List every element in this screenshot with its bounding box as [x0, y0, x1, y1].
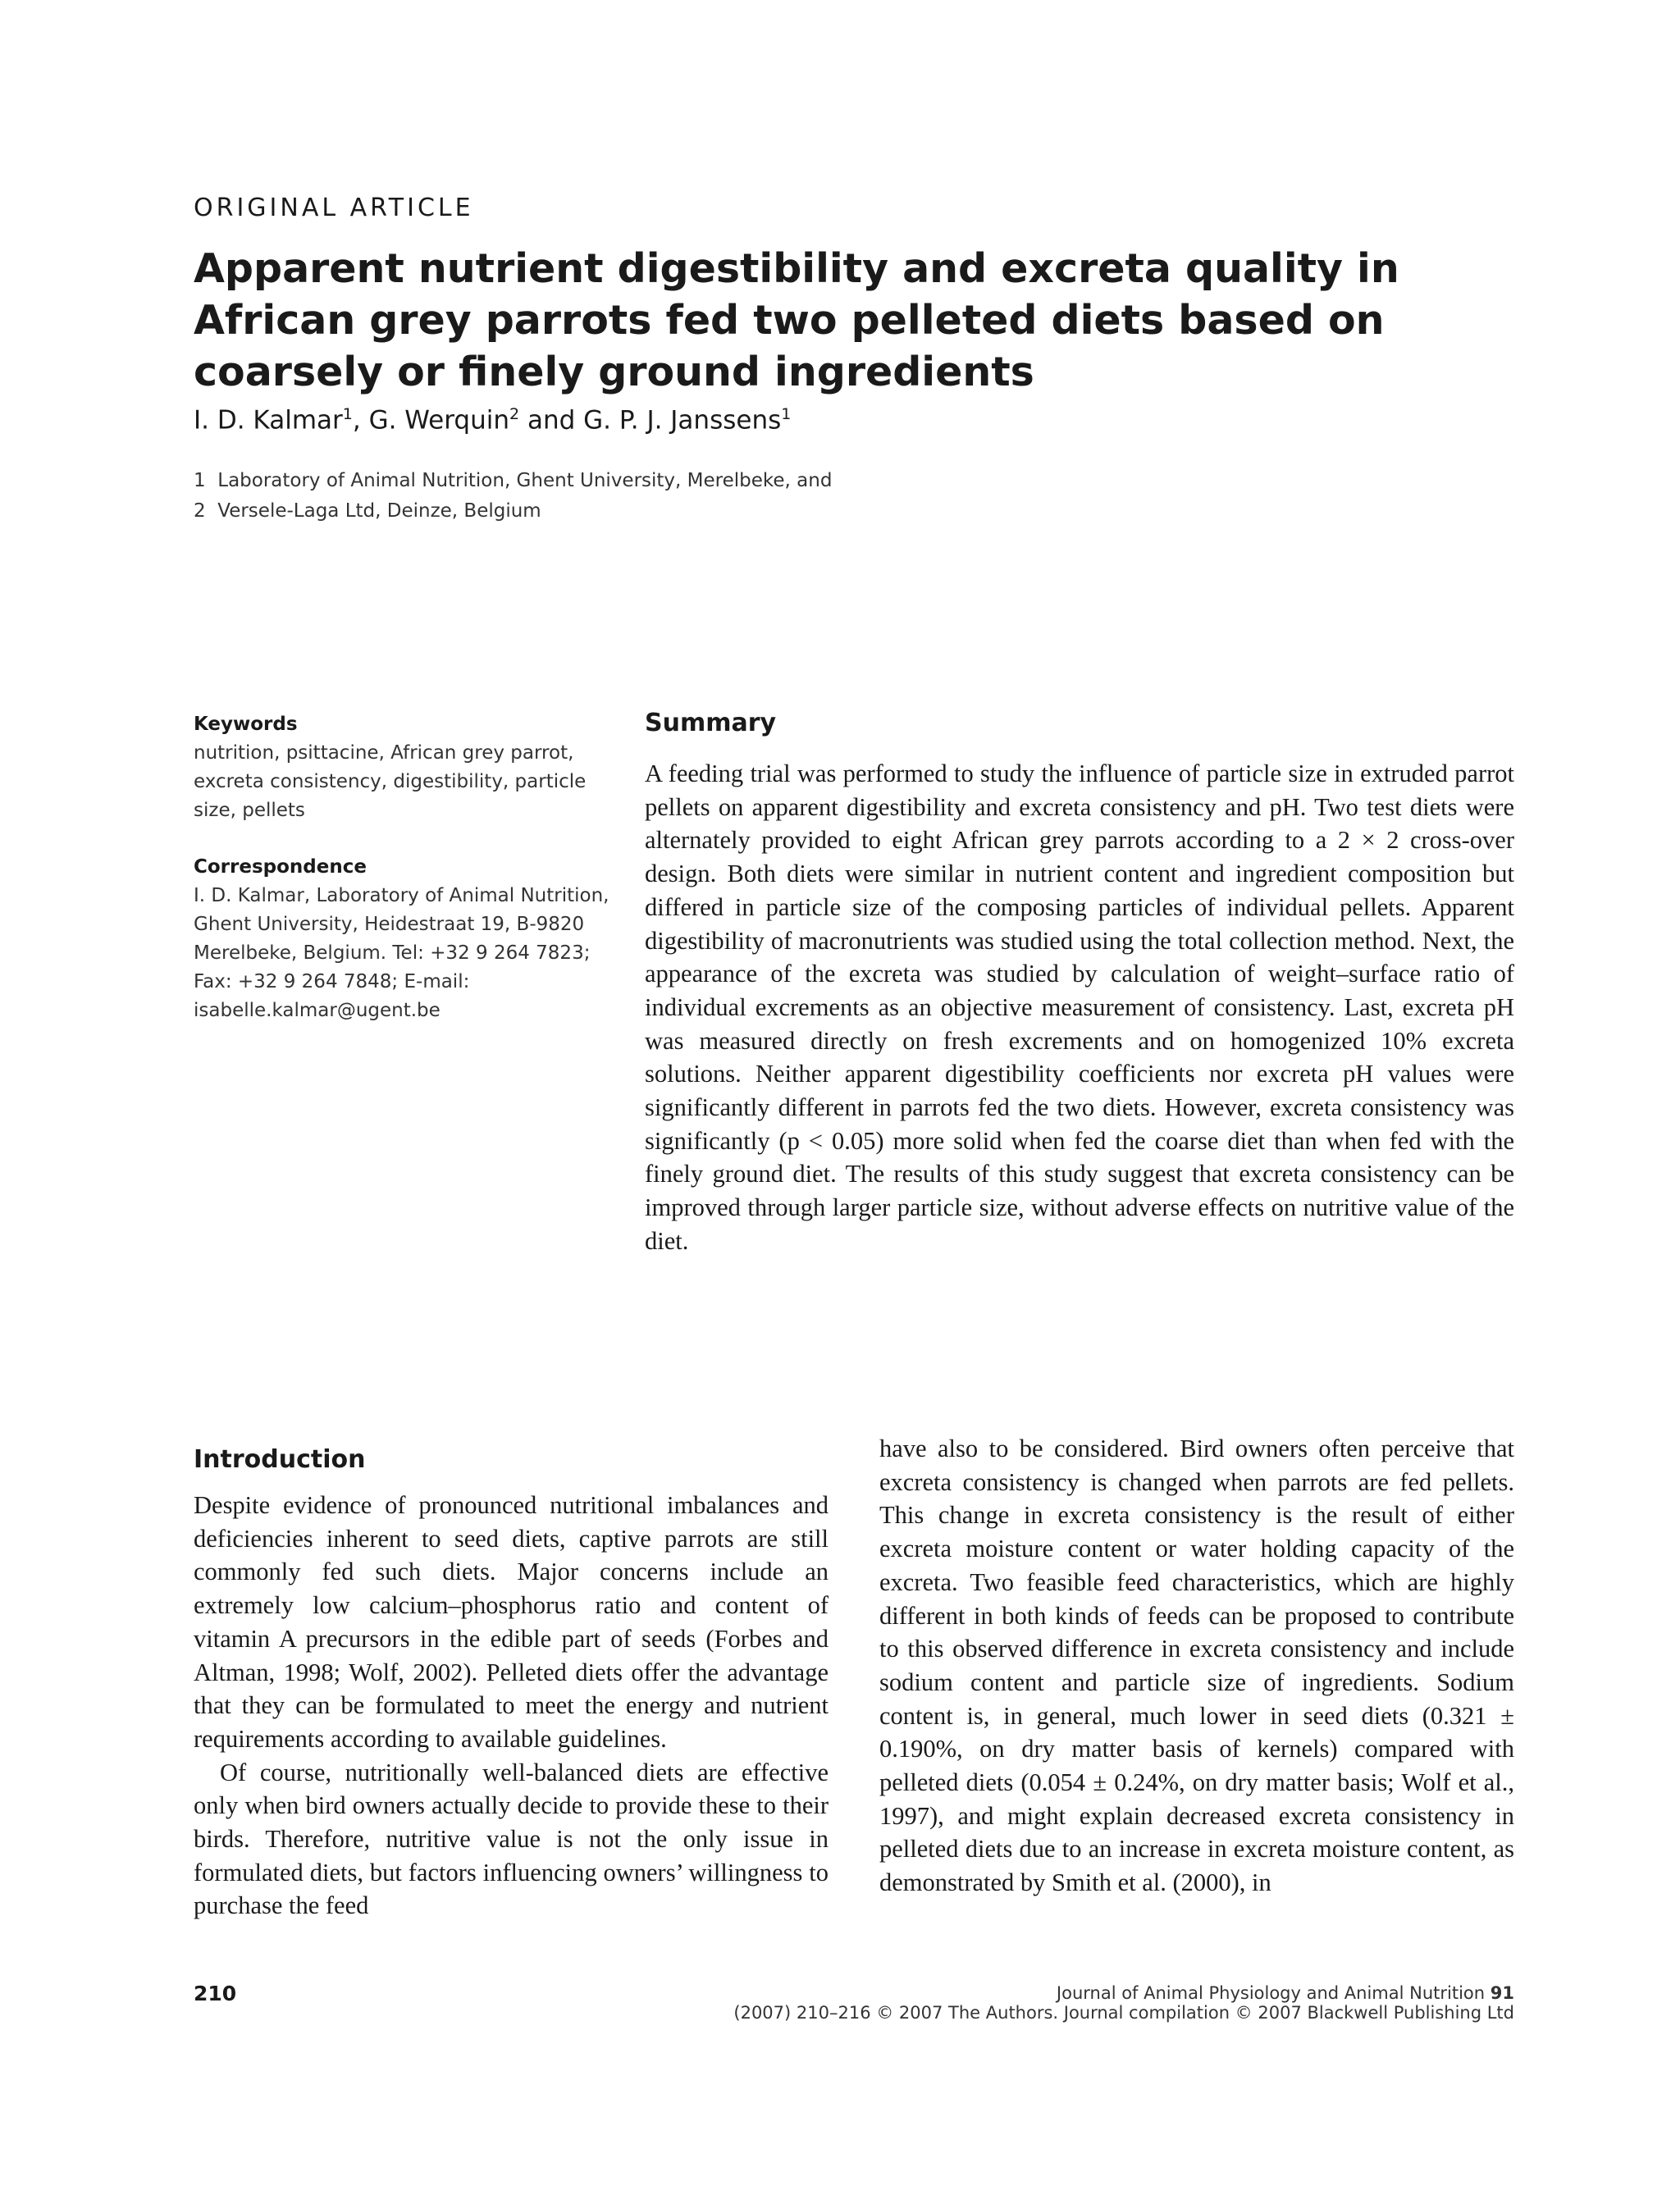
- journal-citation: [395, 1983, 1514, 2023]
- keywords-block: [194, 710, 612, 825]
- author-name: G. P. J. Janssens: [583, 405, 782, 436]
- author-affiliation-mark: 2: [509, 405, 520, 423]
- keywords-text: nutrition, psittacine, African grey parrot, excreta consistency, digestibility, particle size, pellets: [194, 742, 587, 821]
- right-column: [879, 1432, 1514, 1900]
- article-title: Apparent nutrient digestibility and excreta quality in African grey parrots fed two pelleted diets based on coarsely or finely ground ingredients: [194, 245, 1399, 395]
- introduction-paragraph: Despite evidence of pronounced nutritional imbalances and deficiencies inherent to seed diets, captive parrots are still commonly fed such diets. Major concerns include an extremely low calcium–phosphorus ratio and content of vitamin A precursors in the edible part of seeds (Forbes and Altman, 1998; Wolf, 2002). Pelleted diets offer the advantage that they can be formulated to meet the energy and nutrient requirements according to available guidelines.: [194, 1491, 829, 1753]
- correspondence-block: [194, 853, 612, 1025]
- keywords-heading: Keywords: [194, 714, 298, 735]
- journal-volume: 91: [1490, 1983, 1514, 2003]
- summary-heading: Summary: [645, 709, 777, 737]
- affiliations: [194, 466, 832, 527]
- author-separator: and: [519, 405, 584, 436]
- article-sidebar: [194, 710, 612, 1053]
- introduction-paragraph-continued: have also to be considered. Bird owners often perceive that excreta consistency is changed when parrots are fed pellets. This change in excreta consistency is the result of either excreta moisture content or water holding capacity of the excreta. Two feasible feed characteristics, which are highly different in both kinds of feeds can be proposed to contribute to this observed difference in excreta consistency and include sodium content and particle size of ingredients. Sodium content is, in general, much lower in seed diets (0.321 ± 0.190%, on dry matter basis of kernels) compared with pelleted diets (0.054 ± 0.24%, on dry matter basis; Wolf et al., 1997), and might explain decreased excreta consistency in pelleted diets due to an increase in excreta moisture content, as demonstrated by Smith et al. (2000), in: [879, 1435, 1514, 1897]
- journal-copyright: (2007) 210–216 © 2007 The Authors. Journal compilation © 2007 Blackwell Publishing Ltd: [728, 2003, 1514, 2023]
- introduction-heading: Introduction: [194, 1445, 366, 1474]
- affiliation-line: 2 Versele-Laga Ltd, Deinze, Belgium: [194, 500, 541, 522]
- summary-section: [645, 709, 1514, 1258]
- page-number: 210: [194, 1982, 237, 2005]
- author-name: G. Werquin: [368, 405, 510, 436]
- author-name: I. D. Kalmar: [194, 405, 343, 436]
- correspondence-text: I. D. Kalmar, Laboratory of Animal Nutrition, Ghent University, Heidestraat 19, B-9820 Merelbeke, Belgium. Tel: +32 9 264 7823; Fax: +32 9 264 7848; E-mail: isabelle.kalmar@ugent.be: [194, 885, 609, 1021]
- affiliation-line: 1 Laboratory of Animal Nutrition, Ghent University, Merelbeke, and: [194, 470, 833, 491]
- summary-text: A feeding trial was performed to study the influence of particle size in extruded parrot pellets on apparent digestibility and excreta consistency and pH. Two test diets were alternately provided to eight African grey parrots according to a 2 × 2 cross-over design. Both diets were similar in nutrient content and ingredient composition but differed in particle size of the composing particles of individual pellets. Apparent digestibility of macronutrients was studied using the total collection method. Next, the appearance of the excreta was studied by calculation of weight–surface ratio of individual excrements as an objective measurement of consistency. Last, excreta pH was measured directly on fresh excrements and on homogenized 10% excreta solutions. Neither apparent digestibility coefficients nor excreta pH values were significantly different in parrots fed the two diets. However, excreta consistency was significantly (p < 0.05) more solid when fed the coarse diet than when fed with the finely ground diet. The results of this study suggest that excreta consistency can be improved through larger particle size, without adverse effects on nutritive value of the diet.: [645, 760, 1514, 1255]
- article-type-label: ORIGINAL ARTICLE: [194, 194, 474, 222]
- author-list: [194, 405, 791, 435]
- author-affiliation-mark: 1: [342, 405, 353, 423]
- introduction-section: [194, 1445, 829, 1923]
- correspondence-heading: Correspondence: [194, 856, 367, 878]
- author-separator: ,: [352, 405, 369, 436]
- journal-name: Journal of Animal Physiology and Animal Nutrition: [1056, 1983, 1491, 2003]
- author-affiliation-mark: 1: [781, 405, 792, 423]
- introduction-paragraph: Of course, nutritionally well-balanced diets are effective only when bird owners actually decide to provide these to their birds. Therefore, nutritive value is not the only issue in formulated diets, but factors influencing owners’ willingness to purchase the feed: [194, 1758, 829, 1920]
